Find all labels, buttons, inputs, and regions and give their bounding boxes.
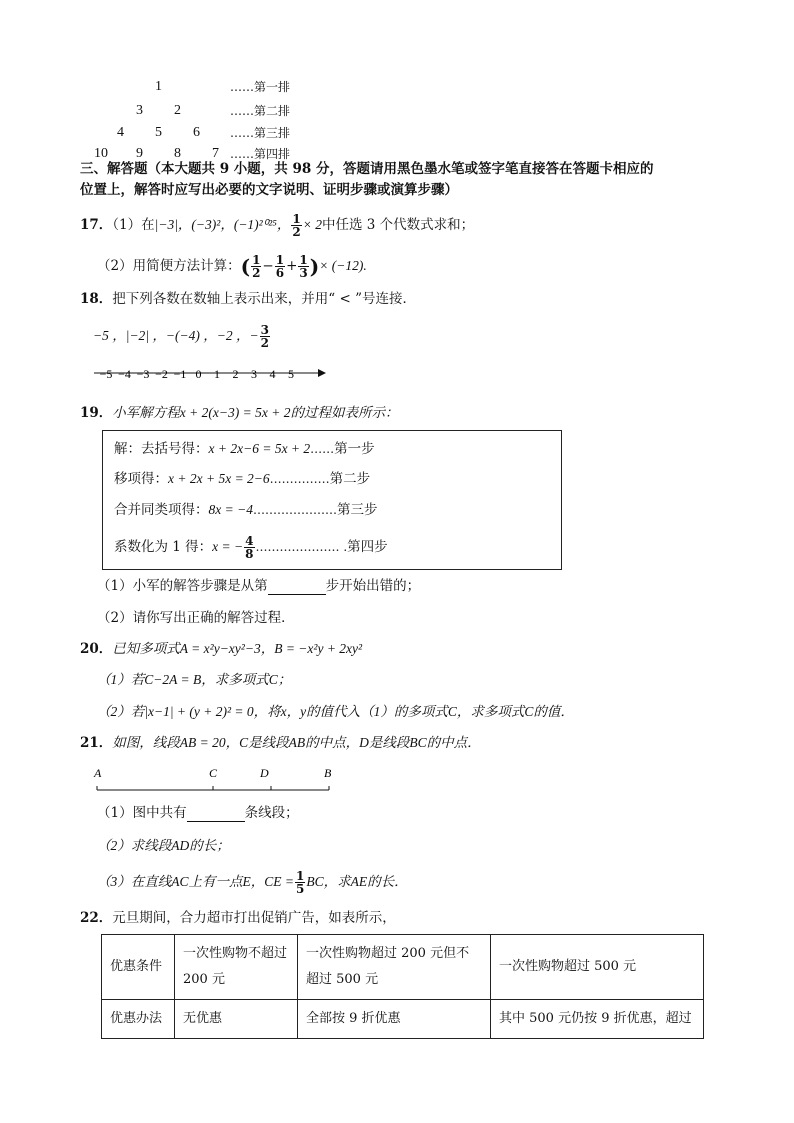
triangle-number: 1 xyxy=(155,79,162,94)
table-row xyxy=(102,935,704,1000)
promotion-table xyxy=(101,934,704,1039)
point-label-c: C xyxy=(209,766,218,780)
answer-blank[interactable] xyxy=(187,807,245,822)
q17-expressions: |−3|，(−3)²，(−1)²⁰²⁵， xyxy=(154,217,291,232)
table-cell: 其中 500 元仍按 9 折优惠，超过 xyxy=(491,1000,704,1039)
axis-tick-label: −1 xyxy=(173,367,187,381)
section-heading-line1: 三、解答题（本大题共 9 小题，共 98 分，答题请用黑色墨水笔或签字笔直接答在答题卡相应的 xyxy=(80,161,654,177)
triangle-number: 6 xyxy=(193,125,200,140)
q21-text: 如图，线段AB = 20，C是线段AB的中点，D是线段BC的中点． xyxy=(112,735,481,750)
fraction: $\frac{1}{2}$ xyxy=(252,253,261,280)
segment-diagram xyxy=(92,764,342,800)
table-cell: 无优惠 xyxy=(175,1000,298,1039)
axis-tick-label: 1 xyxy=(214,367,220,381)
fraction: $\frac{1}{3}$ xyxy=(299,253,308,280)
q17-text-end: 中任选 3 个代数式求和； xyxy=(321,217,475,233)
triangle-number: 8 xyxy=(174,146,181,161)
triangle-row-label: ……第四排 xyxy=(230,147,291,161)
question-21 xyxy=(80,734,481,752)
q19-text: 小军解方程x + 2(x−3) = 5x + 2的过程如表所示： xyxy=(112,405,399,420)
q18-values xyxy=(93,324,271,349)
axis-tick-label: −3 xyxy=(136,367,150,381)
triangle-row-label: ……第一排 xyxy=(230,80,291,94)
solution-step-4: 系数化为 1 得：x = − $\frac{4}{8}$ ………………… .第四步 xyxy=(114,534,388,561)
axis-tick-label: −2 xyxy=(155,367,168,381)
table-cell: 一次性购物超过 200 元但不超过 500 元 xyxy=(298,935,491,1000)
question-number: 17． xyxy=(80,217,113,233)
table-cell: 一次性购物不超过 200 元 xyxy=(175,935,298,1000)
point-label-a: A xyxy=(94,766,102,780)
q21-part1: （1）图中共有 条线段； xyxy=(97,805,299,821)
fraction: $\frac{1}{5}$ xyxy=(295,869,305,896)
axis-tick-label: 4 xyxy=(269,367,276,381)
axis-tick-label: 2 xyxy=(232,367,239,381)
question-number: 21． xyxy=(80,735,113,751)
q19-part1: （1）小军的解答步骤是从第 步开始出错的； xyxy=(97,578,421,594)
answer-blank[interactable] xyxy=(268,580,326,595)
triangle-number: 2 xyxy=(174,103,181,118)
question-17-part2: （2）用简便方法计算：( $\frac{1}{2}$ − $\frac{1}{6}$ + $\frac{1}{3}$ )× (−12). xyxy=(97,253,367,280)
question-20 xyxy=(80,640,362,658)
axis-tick-label: −4 xyxy=(118,367,131,381)
question-number: 18． xyxy=(80,291,113,307)
triangle-number: 7 xyxy=(212,146,219,161)
question-17 xyxy=(80,213,474,238)
point-label-d: D xyxy=(260,766,269,780)
q21-part2: （2）求线段AD的长； xyxy=(97,838,230,853)
axis-tick-label: 3 xyxy=(251,367,257,381)
axis-tick-label: −5 xyxy=(99,367,113,381)
q17-times: × 2 xyxy=(302,217,322,232)
triangle-number: 10 xyxy=(94,146,108,161)
question-19 xyxy=(80,404,398,422)
number-line xyxy=(90,362,330,392)
fraction: $\frac{3}{2}$ xyxy=(260,323,269,350)
triangle-number: 9 xyxy=(136,146,143,161)
triangle-number: 3 xyxy=(136,103,143,118)
q18-value-list: −5 ，|−2| ，−(−4) ，−2 ，− xyxy=(93,328,259,343)
fraction: $\frac{1}{2}$ xyxy=(292,212,301,239)
q20-part2: （2）若|x−1| + (y + 2)² = 0，将x，y的值代入（1）的多项式C，求多项式C的值． xyxy=(97,704,574,719)
table-cell: 一次性购物超过 500 元 xyxy=(491,935,704,1000)
question-22 xyxy=(80,909,396,927)
table-row xyxy=(102,1000,704,1039)
section-heading-line2: 位置上，解答时应写出必要的文字说明、证明步骤或演算步骤） xyxy=(80,182,458,198)
table-cell: 优惠条件 xyxy=(102,935,175,1000)
q21-part3: （3）在直线AC上有一点E，CE = $\frac{1}{5}$ BC，求AE的长． xyxy=(97,869,408,896)
solution-step-3: 合并同类项得：8x = −4…………………第三步 xyxy=(114,502,378,518)
triangle-number: 5 xyxy=(155,125,162,140)
q17-p2-text: （2）用简便方法计算： xyxy=(97,258,241,274)
triangle-row-label: ……第三排 xyxy=(230,126,291,140)
triangle-row-label: ……第二排 xyxy=(230,104,291,118)
solution-step-2: 移项得：x + 2x + 5x = 2−6……………第二步 xyxy=(114,471,371,487)
question-number: 20． xyxy=(80,641,113,657)
q18-text: 把下列各数在数轴上表示出来，并用“ < ”号连接． xyxy=(112,291,416,307)
question-number: 22． xyxy=(80,910,113,926)
triangle-number: 4 xyxy=(117,125,124,140)
fraction: $\frac{1}{6}$ xyxy=(275,253,285,280)
question-18 xyxy=(80,290,416,308)
q20-text: 已知多项式A = x²y−xy²−3，B = −x²y + 2xy² xyxy=(112,641,363,656)
q17-p2-expr: × (−12). xyxy=(319,258,367,273)
point-label-b: B xyxy=(324,766,332,780)
table-cell: 优惠办法 xyxy=(102,1000,175,1039)
question-number: 19． xyxy=(80,405,113,421)
q19-part2: （2）请你写出正确的解答过程． xyxy=(97,610,295,626)
axis-tick-label: 5 xyxy=(288,367,294,381)
table-cell: 全部按 9 折优惠 xyxy=(298,1000,491,1039)
fraction: $\frac{4}{8}$ xyxy=(245,534,254,561)
q20-part1: （1）若C−2A = B，求多项式C； xyxy=(97,672,292,687)
q17-text: （1）在 xyxy=(112,217,155,233)
solution-step-1: 解：去括号得：x + 2x−6 = 5x + 2……第一步 xyxy=(114,441,375,457)
q22-text: 元旦期间，合力超市打出促销广告，如表所示， xyxy=(112,910,396,926)
axis-tick-label: 0 xyxy=(195,367,202,381)
